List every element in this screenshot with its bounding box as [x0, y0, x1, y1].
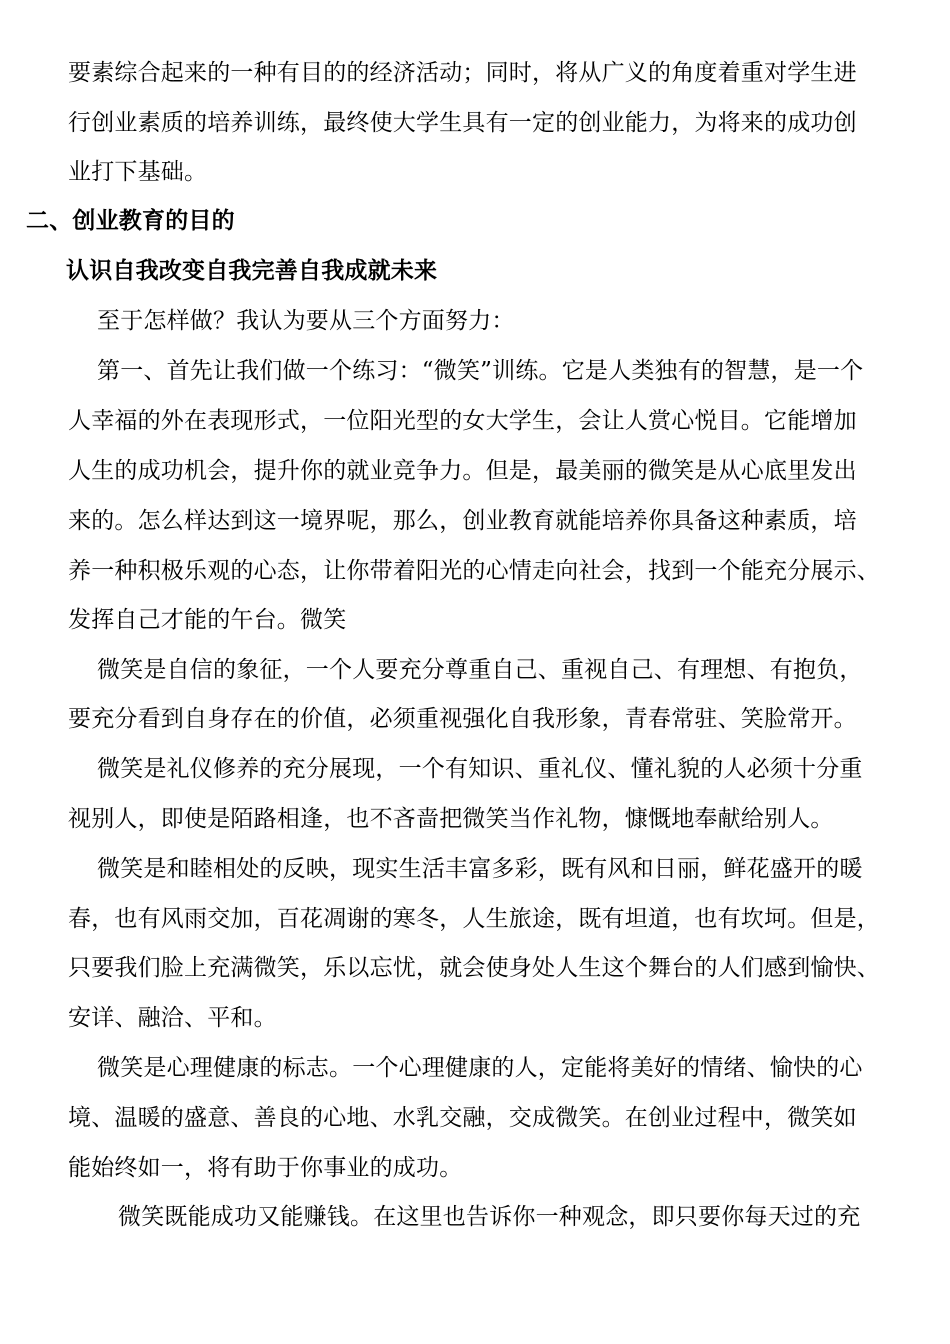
text-line: 微笑是礼仪修养的充分展现，一个有知识、重礼仪、懂礼貌的人必须十分重 — [97, 756, 863, 782]
text-line: 视别人，即使是陌路相逢，也不吝啬把微笑当作礼物，慷慨地奉献给别人。 — [68, 806, 834, 832]
text-line: 要充分看到自身存在的价值，必须重视强化自我形象，青春常驻、笑脸常开。 — [68, 706, 857, 732]
text-line: 行创业素质的培养训练，最终使大学生具有一定的创业能力，为将来的成功创 — [68, 110, 857, 136]
text-line: 第一、首先让我们做一个练习：“微笑”训练。它是人类独有的智慧，是一个 — [97, 358, 864, 384]
section-heading: 二、创业教育的目的 — [26, 208, 235, 234]
text-line: 能始终如一，将有助于你事业的成功。 — [68, 1155, 463, 1181]
text-line: 微笑既能成功又能赚钱。在这里也告诉你一种观念，即只要你每天过的充 — [118, 1204, 861, 1230]
subheading: 认识自我改变自我完善自我成就未来 — [66, 258, 438, 284]
text-line: 境、温暖的盛意、善良的心地、水乳交融，交成微笑。在创业过程中，微笑如 — [68, 1105, 857, 1131]
text-line: 发挥自己才能的午台。微笑 — [68, 607, 347, 633]
text-line: 业打下基础。 — [68, 159, 208, 185]
text-line: 微笑是心理健康的标志。一个心理健康的人，定能将美好的情绪、愉快的心 — [97, 1055, 863, 1081]
text-line: 微笑是和睦相处的反映，现实生活丰富多彩，既有风和日丽，鲜花盛开的暖 — [97, 856, 863, 882]
text-line: 至于怎样做？我认为要从三个方面努力： — [97, 308, 515, 334]
text-line: 来的。怎么样达到这一境界呢，那么，创业教育就能培养你具备这种素质，培 — [68, 508, 857, 534]
text-line: 安详、融洽、平和。 — [68, 1005, 277, 1031]
text-line: 微笑是自信的象征，一个人要充分尊重自己、重视自己、有理想、有抱负， — [97, 657, 863, 683]
text-line: 人幸福的外在表现形式，一位阳光型的女大学生，会让人赏心悦目。它能增加 — [68, 408, 857, 434]
text-line: 只要我们脸上充满微笑，乐以忘忧，就会使身处人生这个舞台的人们感到愉快、 — [68, 955, 880, 981]
text-line: 春，也有风雨交加，百花凋谢的寒冬，人生旅途，既有坦道，也有坎坷。但是， — [68, 906, 880, 932]
text-line: 要素综合起来的一种有目的的经济活动；同时，将从广义的角度着重对学生进 — [68, 60, 857, 86]
text-line: 人生的成功机会，提升你的就业竞争力。但是，最美丽的微笑是从心底里发出 — [68, 458, 857, 484]
text-line: 养一种积极乐观的心态，让你带着阳光的心情走向社会，找到一个能充分展示、 — [68, 558, 880, 584]
